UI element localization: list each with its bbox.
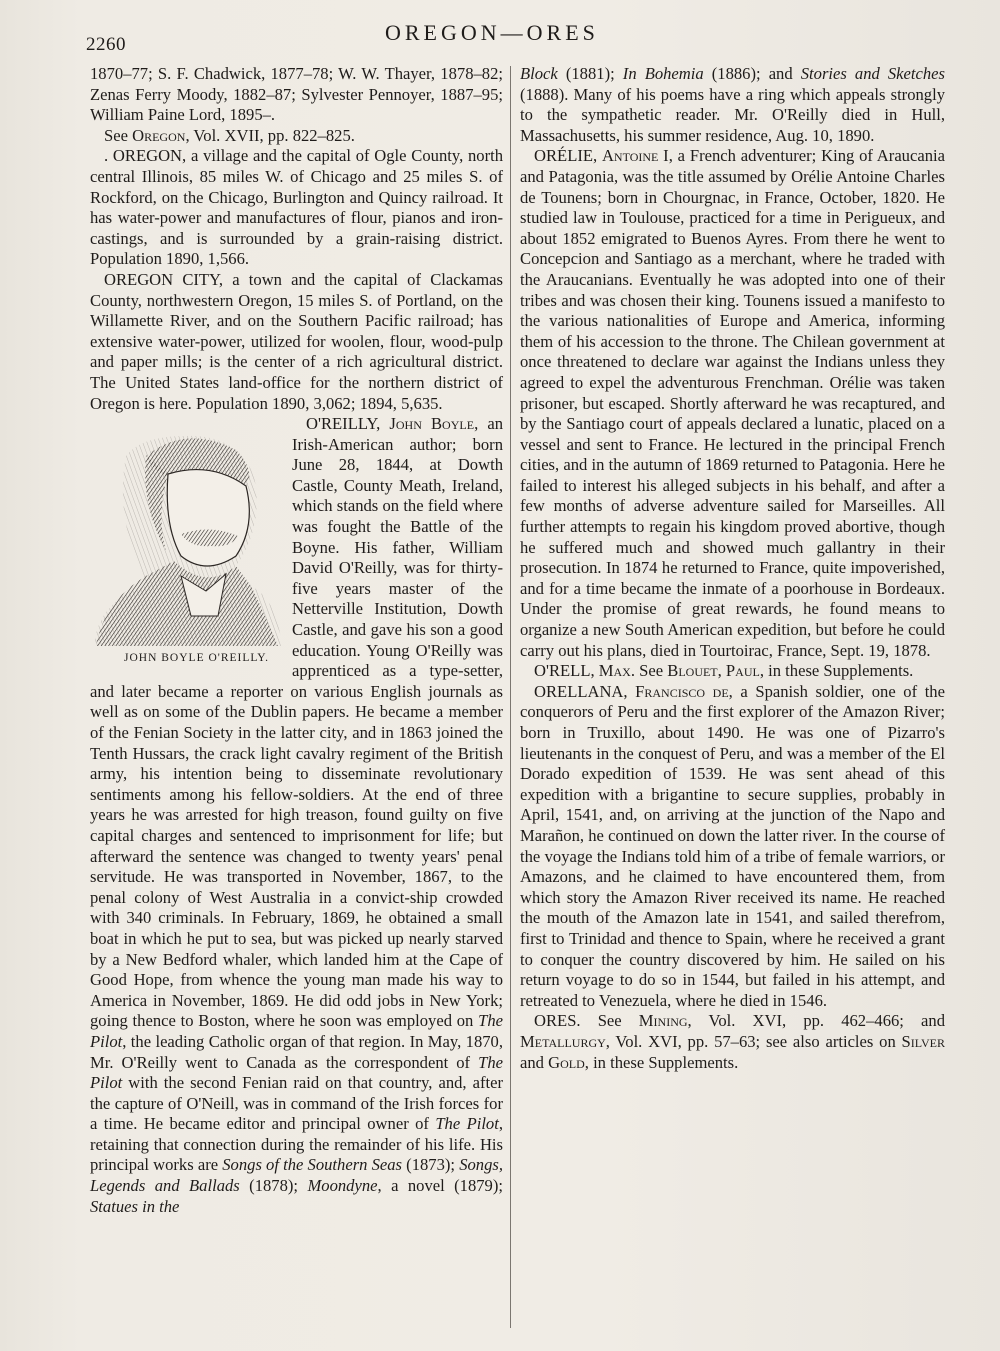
work-title: The Pilot xyxy=(435,1114,499,1134)
entry-orell: O'RELL, Max. See Blouet, Paul, in these Supplements. xyxy=(534,661,914,681)
work-title: Statues in the xyxy=(90,1196,180,1216)
entry-oreilly: JOHN BOYLE O'REILLY. O'REILLY, John Boyle, an Irish-American author; born June 28, 1844, at Dowth Castle, County Meath, Ireland, which stands on the field where was fought the Battle of the Boyne. His father, William David O'Reilly, was for thirty-five years master of the Netterville Institution, Dowth Castle, and gave his son a good education. Young O'Reilly was apprenticed as a type-setter, and later became a reporter on various English journals as well as on some of the Dublin papers. He became a member of the Fenian Society in the latter city, and in 1863 joined the Tenth Hussars, the crack light cavalry regiment of the British army, his intention being to disseminate revolutionary sentiments among his fellow-soldiers. At the end of three years he was arrested for high treason, found guilty on five capital charges and sentenced to imprisonment for life; but afterward the sentence was changed to twenty years' penal servitude. He was transported in November, 1867, to the penal colony of West Australia in a convict-ship crowded with 340 criminals. In February, 1869, he obtained a small boat in which he put to sea, but was picked up nearly starved by a New Bedford whaler, which landed him at the Cape of Good Hope, from whence the young man made his way to America in November, 1869. He did odd jobs in New York; going thence to Boston, where he soon was employed on The Pilot, the leading Catholic organ of that region. In May, 1870, Mr. O'Reilly went to Canada as the correspondent of The Pilot with the second Fenian raid on that country, and, after the capture of O'Neill, was in command of the Irish forces for a time. He became editor and principal owner of The Pilot, retaining that connection during the remainder of his life. His principal works are Songs of the Southern Seas (1873); Songs, Legends and Ballads (1878); Moondyne, a novel (1879); Statues in the xyxy=(90,414,503,1217)
entry-headword: ORES. xyxy=(534,1011,598,1031)
work-title: Songs of the Southern Seas xyxy=(222,1155,403,1175)
portrait-caption: JOHN BOYLE O'REILLY. xyxy=(124,651,269,664)
entry-ores: ORES. See Mining, Vol. XVI, pp. 462–466; and Metallurgy, Vol. XVI, pp. 57–63; see also articles on Silver and Gold, in these Supplements. xyxy=(520,1011,945,1072)
oreilly-continued: Block (1881); In Bohemia (1886); and Stories and Sketches (1888). Many of his poems have a ring which appeals strongly to the sympathetic reader. Mr. O'Reilly died in Hull, Massachusetts, his summer residence, Aug. 10, 1890. xyxy=(520,64,945,145)
running-head: OREGON—ORES xyxy=(385,20,599,45)
right-column xyxy=(520,64,945,1073)
entry-oregon-illinois: . OREGON, a village and the capital of Ogle County, north central Illinois, 85 miles W. of Chicago and 25 miles S. of Rockford, on the Chicago, Burlington and Quincy railroad. It has water-power and manufactures of flour, pianos and iron-castings, and is surrounded by a grain-raising district. Population 1890, 1,566. xyxy=(90,146,503,269)
see-oregon-reference: See Oregon, Vol. XVII, pp. 822–825. xyxy=(104,125,355,145)
entry-orelie: ORÉLIE, Antoine I, a French adventurer; King of Araucania and Patagonia, was the title assumed by Orélie Antoine Charles de Tounens; born in Chourgnac, in France, October, 1820. He studied law in Toulouse, practiced for a time in Perigueux, and about 1852 emigrated to Buenos Ayres. From there he went to Concepcion and Santiago as a merchant, where he traded with the Araucanians. Eventually he was adopted into one of their tribes and was chosen their king. Tounens issued a manifesto to the various nationalities of Europe and America, informing them of his accession to the throne. The Chilean government at once threatened to declare war against the Indians unless they agreed to expel the adventurous Frenchman. Orélie was taken prisoner, but escaped. Shortly afterward he was recaptured, and by the Santiago court of appeals declared a lunatic, placed on a vessel and sent to France. He lectured in the principal French cities, and in the autumn of 1869 returned to Patagonia. Here he failed to interest his alleged subjects in his behalf, and after a few months of adverse adventure sailed for Marseilles. All further attempts to regain his kingdom proved abortive, though he suffered much and showed much gallantry in their prosecution. In 1874 he returned to France, quite impoverished, and for a time became the inmate of a poorhouse in Bordeaux. Under the promise of great rewards, he found means to organize a new South American expedition, but before he could carry out his plans, died in Tourtoirac, France, Sept. 19, 1878. xyxy=(520,146,945,660)
work-title: The Pilot xyxy=(90,1011,503,1051)
portrait-engraving xyxy=(86,416,286,668)
entry-headword: ORELLANA, xyxy=(534,681,636,701)
portrait-image xyxy=(86,416,286,652)
cross-reference: Gold xyxy=(548,1052,585,1072)
cross-reference: Mining xyxy=(638,1011,688,1031)
page-number: 2260 xyxy=(86,34,126,55)
entry-headword: ORÉLIE, xyxy=(534,146,602,166)
governors-list-paragraph: 1870–77; S. F. Chadwick, 1877–78; W. W. Thayer, 1878–82; Zenas Ferry Moody, 1882–87; Sylvester Pennoyer, 1887–95; William Paine Lord, 1895–. xyxy=(90,64,503,125)
cross-reference: Silver xyxy=(901,1031,945,1051)
cross-reference: Metallurgy xyxy=(520,1031,606,1051)
cross-reference: Blouet, Paul xyxy=(667,661,760,681)
left-column xyxy=(90,64,503,1217)
entry-orellana: ORELLANA, Francisco de, a Spanish soldier, one of the conquerors of Peru and the first explorer of the Amazon River; born in Truxillo, about 1490. He was one of Pizarro's lieutenants in the conquest of Peru, and was a member of the El Dorado expedition of 1539. He was sent ahead of this expedition with a brigantine to secure supplies, probably in April, 1541, and, on arriving at the junction of the Napo and Marañon, he continued on down the latter river. In the course of the voyage the Indians told him of a tribe of female warriors, or Amazons, and he claimed to have encountered them, from which story the Amazon River received its name. He reached the mouth of the Amazon late in 1541, and sailed therefrom, first to Trinidad and thence to Spain, where he received a grant to conquer the country discovered by him. He sailed on his return voyage to do so in 1544, but failed in his attempt, and retreated to Venezuela, where he died in 1546. xyxy=(520,681,945,1010)
entry-headword: O'REILLY, xyxy=(306,414,390,434)
column-divider xyxy=(510,66,511,1328)
entry-oregon-city: OREGON CITY, a town and the capital of Clackamas County, northwestern Oregon, 15 miles S. of Portland, on the Willamette River, and on the Southern Pacific railroad; has extensive water-power, utilized for woolen, flour, wood-pulp and paper mills; is the center of a rich agricultural district. The United States land-office for the northern district of Oregon is here. Population 1890, 3,062; 1894, 5,635. xyxy=(90,269,503,413)
entry-headword: O'RELL, xyxy=(534,661,599,681)
cross-reference: Oregon xyxy=(132,125,186,145)
work-title: Moondyne xyxy=(307,1176,378,1196)
work-title: The Pilot xyxy=(90,1052,503,1093)
work-title: Songs, Legends and Ballads xyxy=(90,1155,503,1196)
